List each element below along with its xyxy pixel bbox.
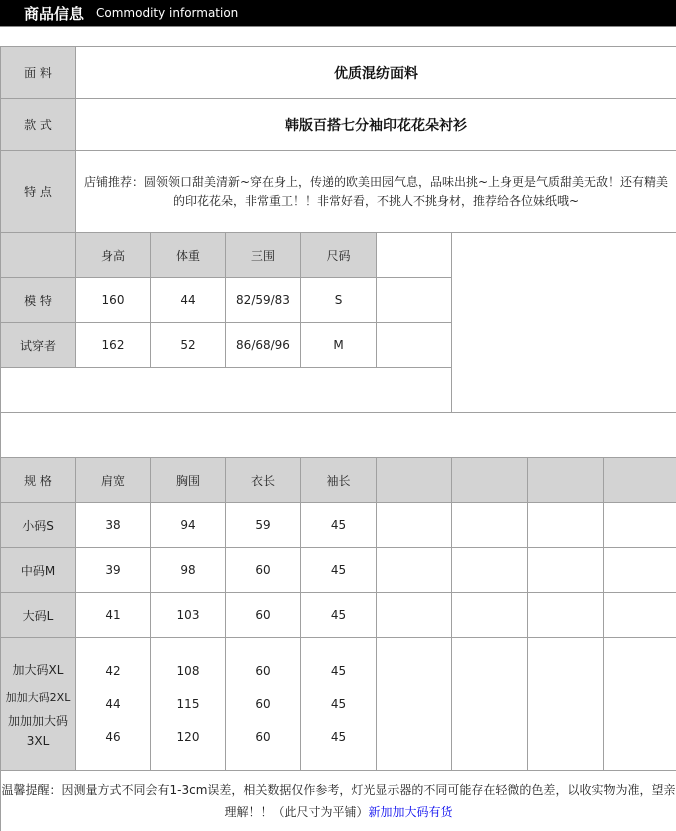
size-row [1, 593, 676, 638]
empty-cell [377, 323, 452, 368]
size-value: 108 [176, 663, 200, 678]
empty-cell [528, 593, 604, 638]
xl-sizes-row [1, 638, 676, 771]
empty-cell [528, 638, 604, 771]
empty-cell [528, 458, 604, 503]
blank-row [1, 413, 676, 458]
size-value: 42 [105, 663, 121, 678]
notes-text: 温馨提醒：因测量方式不同会有1-3cm误差，相关数据仅作参考，灯光显示器的不同可能存在轻微的色差，以收实物为准，望亲理解！！（此尺寸为平铺） [1, 783, 676, 819]
empty-cell [604, 638, 676, 771]
size-label: 加加加大码3XL [7, 714, 68, 748]
size-label: 加加大码2XL [5, 691, 71, 704]
size-label: 加大码XL [12, 663, 64, 677]
empty-cell [604, 548, 676, 593]
model-size: S [301, 278, 377, 323]
empty-cell [604, 503, 676, 548]
xl-size-labels [1, 638, 76, 771]
empty-cell [604, 593, 676, 638]
xl-bust [151, 638, 226, 771]
size-row [1, 503, 676, 548]
empty-cell [377, 503, 452, 548]
fabric-label: 面 料 [1, 47, 76, 99]
tester-height: 162 [76, 323, 151, 368]
empty-cell [377, 638, 452, 771]
empty-cell [377, 278, 452, 323]
tester-measurements: 86/68/96 [226, 323, 301, 368]
notes-cell [1, 771, 676, 831]
size-value: 60 [255, 729, 271, 744]
style-value: 韩版百搭七分袖印花花朵衬衫 [76, 99, 676, 151]
empty-cell [604, 458, 676, 503]
size-value: 59 [226, 503, 301, 548]
size-value: 60 [226, 593, 301, 638]
size-value: 45 [301, 503, 377, 548]
empty-cell [377, 593, 452, 638]
size-label: 大码L [1, 593, 76, 638]
model-header-measurements: 三围 [226, 233, 301, 278]
empty-cell [377, 548, 452, 593]
size-header-shoulder: 肩宽 [76, 458, 151, 503]
size-header-bust: 胸围 [151, 458, 226, 503]
size-value: 120 [176, 729, 200, 744]
empty-cell [1, 368, 452, 413]
empty-cell [1, 413, 676, 458]
size-label: 中码M [1, 548, 76, 593]
empty-cell [528, 548, 604, 593]
model-header-weight: 体重 [151, 233, 226, 278]
xl-shoulder [76, 638, 151, 771]
tester-weight: 52 [151, 323, 226, 368]
model-measurements: 82/59/83 [226, 278, 301, 323]
header-title-en: Commodity information [96, 6, 239, 20]
empty-cell [452, 458, 528, 503]
size-value: 60 [255, 696, 271, 711]
new-sizes-link[interactable]: 新加加大码有货 [368, 805, 453, 819]
empty-cell [452, 548, 528, 593]
size-header-sleeve: 袖长 [301, 458, 377, 503]
size-value: 45 [330, 729, 347, 744]
header-title-cn: 商品信息 [24, 4, 85, 23]
notes-row [1, 771, 676, 831]
size-header-length: 衣长 [226, 458, 301, 503]
xl-sleeve [301, 638, 377, 771]
size-value: 60 [255, 663, 271, 678]
size-value: 60 [226, 548, 301, 593]
size-value: 45 [301, 593, 377, 638]
model-label: 模 特 [1, 278, 76, 323]
size-value: 103 [151, 593, 226, 638]
size-value: 45 [330, 696, 347, 711]
tester-label: 试穿者 [1, 323, 76, 368]
size-value: 45 [330, 663, 347, 678]
model-header-size: 尺码 [301, 233, 377, 278]
xl-length [226, 638, 301, 771]
style-label: 款 式 [1, 99, 76, 151]
empty-cell [528, 503, 604, 548]
size-value: 41 [76, 593, 151, 638]
empty-cell [377, 233, 452, 278]
product-info-table [0, 46, 676, 831]
features-row [1, 151, 676, 233]
size-header-label: 规 格 [1, 458, 76, 503]
size-value: 94 [151, 503, 226, 548]
model-header-row [1, 233, 676, 278]
size-value: 38 [76, 503, 151, 548]
fabric-row [1, 47, 676, 99]
empty-cell [452, 503, 528, 548]
empty-cell [377, 458, 452, 503]
model-header-corner [1, 233, 76, 278]
size-row [1, 548, 676, 593]
features-value: 店铺推荐：圆领领口甜美清新~穿在身上，传递的欧美田园气息，品味出挑~上身更是气质甜美无敌！还有精美的印花花朵，非常重工！！非常好看，不挑人不挑身材，推荐给各位妹纸哦~ [76, 151, 676, 233]
tester-size: M [301, 323, 377, 368]
section-header [0, 0, 676, 27]
size-value: 44 [105, 696, 121, 711]
empty-cell [452, 233, 676, 413]
fabric-value: 优质混纺面料 [76, 47, 676, 99]
size-value: 98 [151, 548, 226, 593]
empty-cell [452, 638, 528, 771]
style-row [1, 99, 676, 151]
model-weight: 44 [151, 278, 226, 323]
size-header-row [1, 458, 676, 503]
size-value: 46 [105, 729, 121, 744]
empty-cell [452, 593, 528, 638]
size-value: 45 [301, 548, 377, 593]
model-height: 160 [76, 278, 151, 323]
size-label: 小码S [1, 503, 76, 548]
size-value: 39 [76, 548, 151, 593]
features-label: 特 点 [1, 151, 76, 233]
model-header-height: 身高 [76, 233, 151, 278]
size-value: 115 [176, 696, 200, 711]
